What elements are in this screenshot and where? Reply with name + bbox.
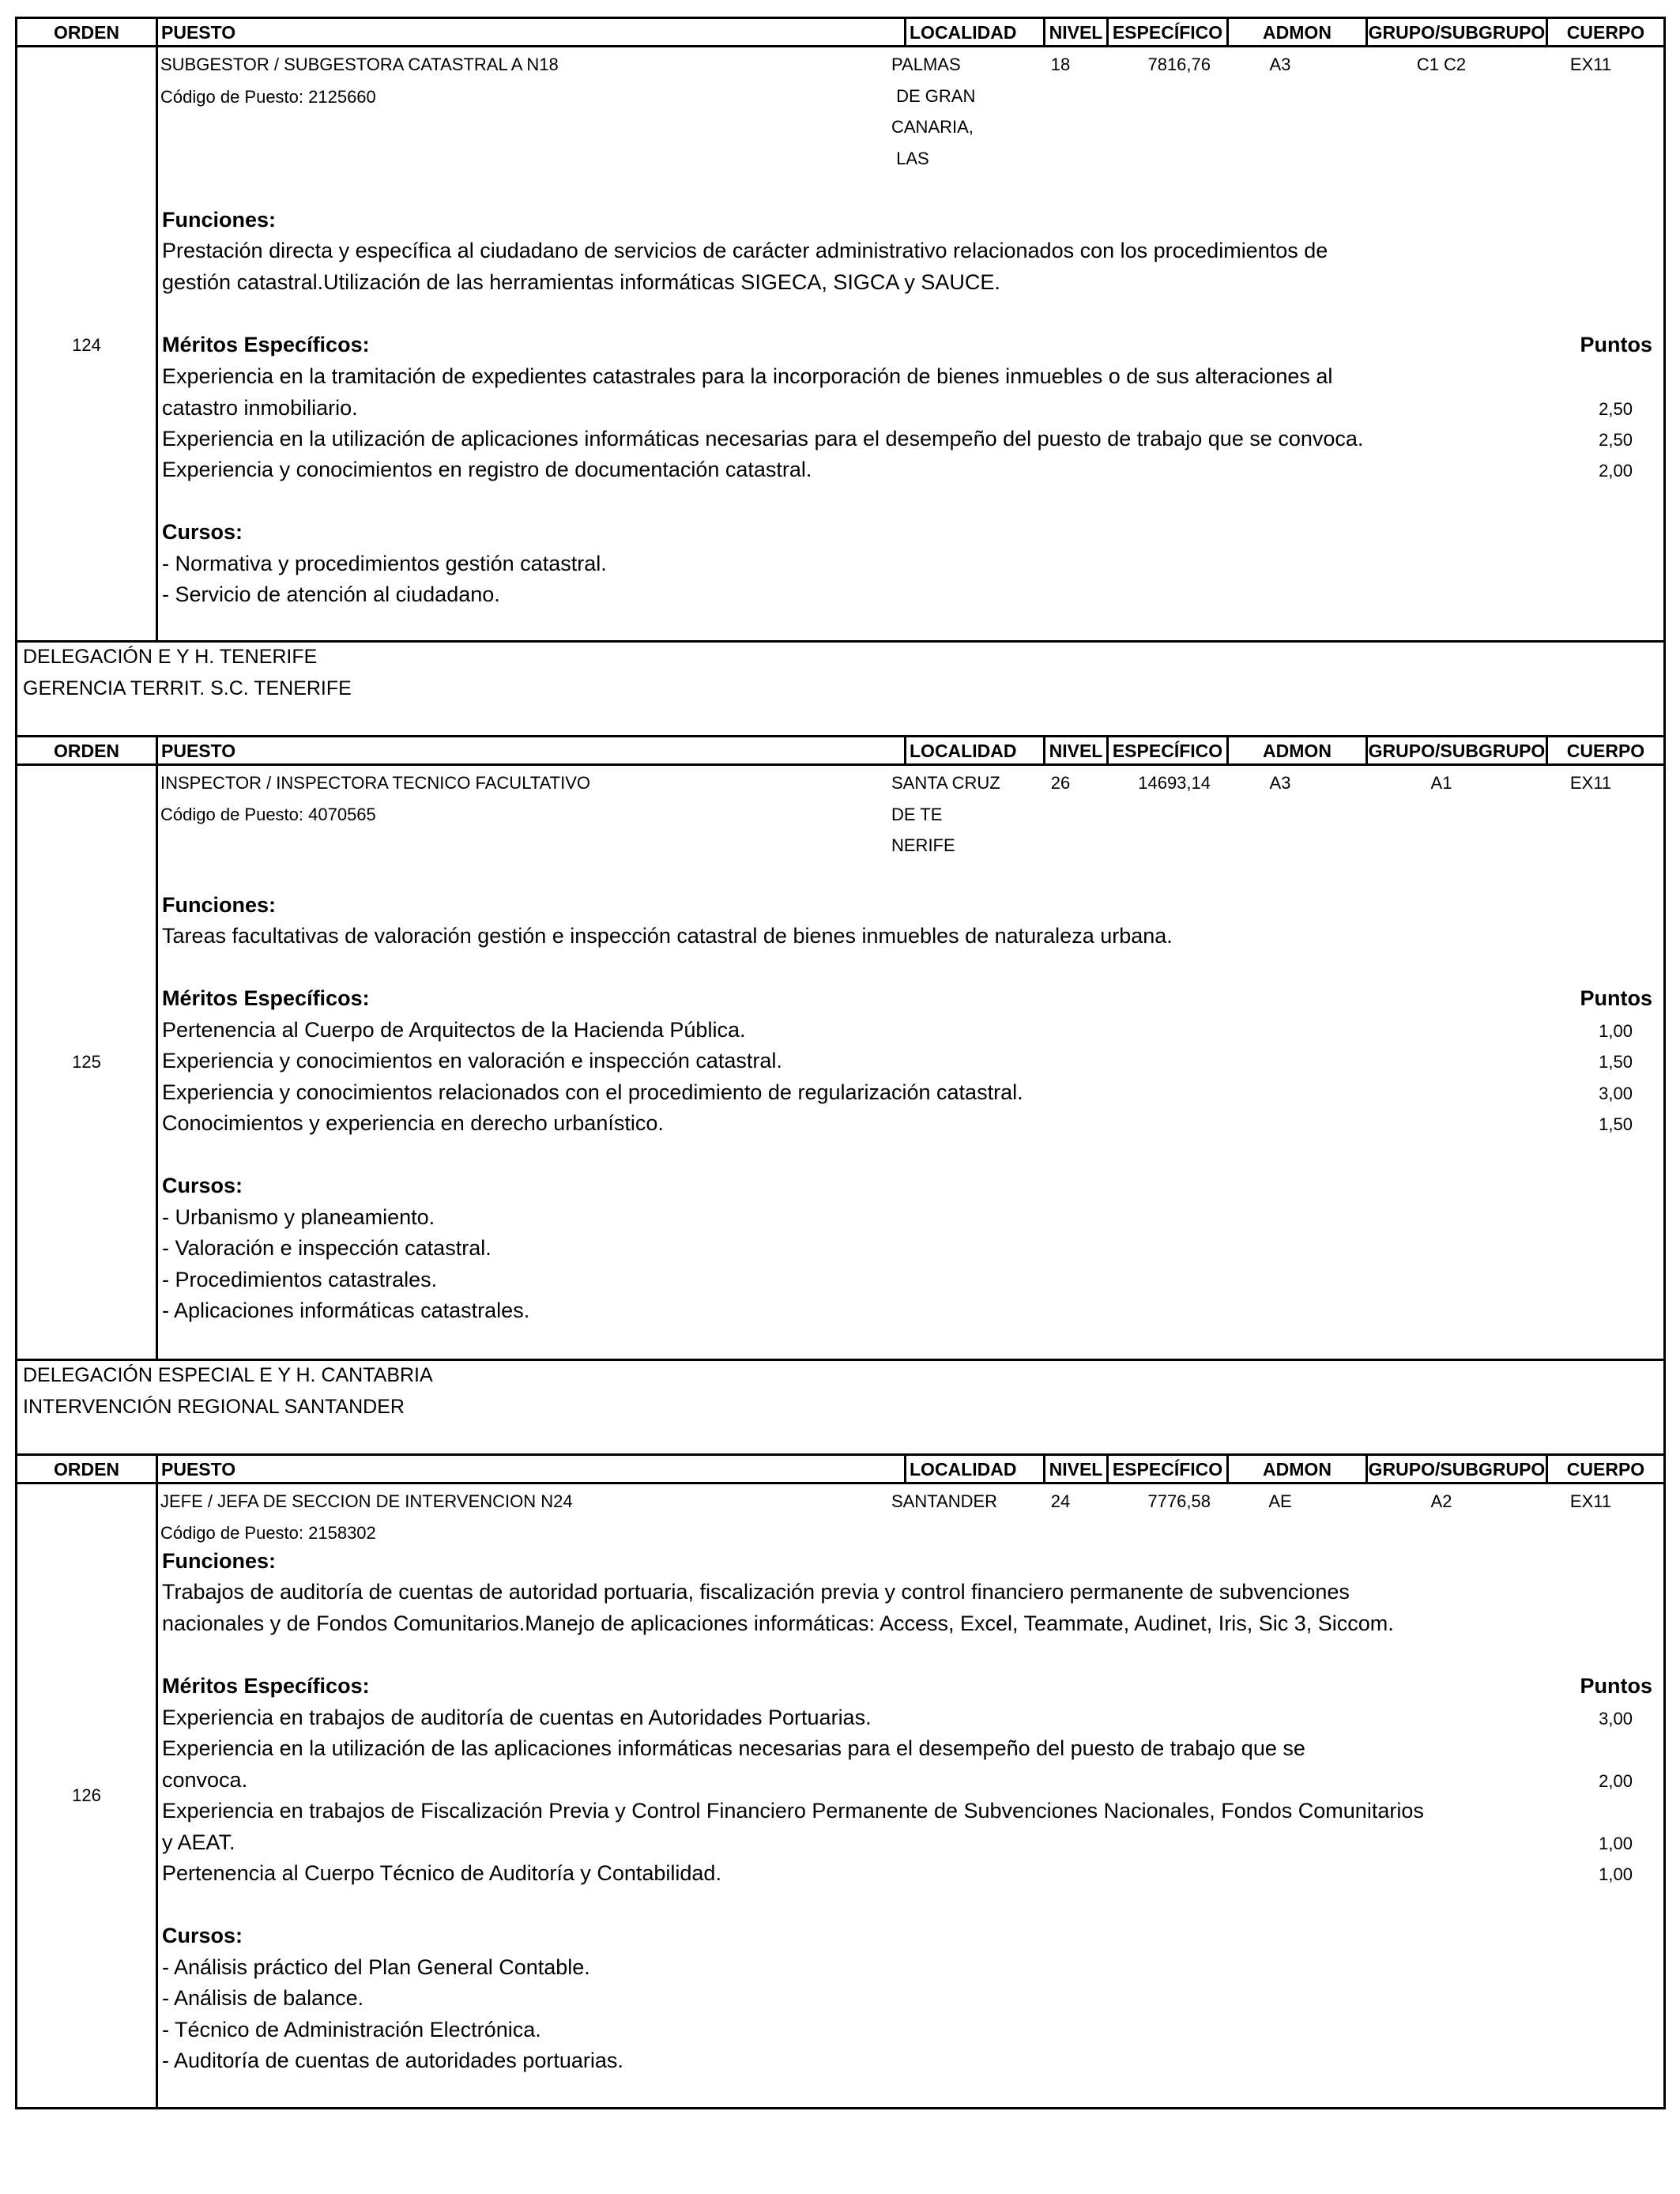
delegacion-label: DELEGACIÓN E Y H. TENERIFE bbox=[23, 646, 318, 668]
header-grupo: GRUPO/SUBGRUPO bbox=[1365, 19, 1546, 45]
merito-puntos: 1,00 bbox=[1599, 1021, 1633, 1041]
merito-line: convoca. bbox=[162, 1768, 248, 1792]
merito-line: Experiencia en la utilización de las aplicaciones informáticas necesarias para el desempeño del puesto de trabajo que se bbox=[162, 1736, 1305, 1760]
department-section bbox=[15, 1361, 1666, 1453]
especifico-value: 7776,58 bbox=[1147, 1491, 1211, 1511]
localidad-line: LAS bbox=[891, 149, 929, 168]
cursos-heading: Cursos: bbox=[162, 520, 243, 544]
header-nivel: NIVEL bbox=[1043, 19, 1106, 45]
header-cuerpo: CUERPO bbox=[1546, 737, 1663, 763]
merito-puntos: 2,00 bbox=[1599, 1771, 1633, 1791]
curso-line: - Urbanismo y planeamiento. bbox=[162, 1205, 435, 1229]
header-localidad: LOCALIDAD bbox=[904, 19, 1043, 45]
cursos-heading: Cursos: bbox=[162, 1174, 243, 1197]
orden-number: 126 bbox=[72, 1785, 101, 1805]
table-header bbox=[15, 17, 1666, 47]
codigo-puesto: Código de Puesto: 2158302 bbox=[160, 1523, 376, 1543]
puntos-heading: Puntos bbox=[1580, 986, 1652, 1010]
curso-line: - Análisis de balance. bbox=[162, 1986, 364, 2010]
curso-line: - Auditoría de cuentas de autoridades portuarias. bbox=[162, 2049, 623, 2072]
meritos-heading: Méritos Específicos: bbox=[162, 986, 370, 1010]
header-especifico: ESPECÍFICO bbox=[1106, 737, 1226, 763]
localidad-line: CANARIA, bbox=[891, 117, 974, 137]
admon-value: A3 bbox=[1269, 773, 1291, 793]
merito-puntos: 3,00 bbox=[1599, 1084, 1633, 1103]
funciones-line: gestión catastral.Utilización de las herramientas informáticas SIGECA, SIGCA y SAUCE. bbox=[162, 270, 1000, 294]
curso-line: - Normativa y procedimientos gestión catastral. bbox=[162, 552, 607, 575]
merito-line: Pertenencia al Cuerpo Técnico de Auditoría y Contabilidad. bbox=[162, 1861, 721, 1885]
funciones-heading: Funciones: bbox=[162, 1549, 277, 1573]
orden-number: 124 bbox=[72, 335, 101, 355]
merito-puntos: 2,50 bbox=[1599, 399, 1633, 419]
merito-line: y AEAT. bbox=[162, 1830, 235, 1854]
header-admon: ADMON bbox=[1226, 737, 1365, 763]
post-block bbox=[15, 766, 1666, 1360]
cuerpo-value: EX11 bbox=[1569, 773, 1612, 793]
orden-number: 125 bbox=[72, 1052, 101, 1072]
especifico-value: 7816,76 bbox=[1147, 55, 1211, 74]
funciones-line: nacionales y de Fondos Comunitarios.Manejo de aplicaciones informáticas: Access, Excel, Teammate, Audinet, Iris, Sic 3, Siccom. bbox=[162, 1612, 1394, 1635]
meritos-heading: Méritos Específicos: bbox=[162, 333, 370, 356]
grupo-value: A1 bbox=[1430, 773, 1452, 793]
curso-line: - Procedimientos catastrales. bbox=[162, 1268, 438, 1291]
codigo-puesto: Código de Puesto: 2125660 bbox=[160, 87, 376, 107]
curso-line: - Análisis práctico del Plan General Contable. bbox=[162, 1955, 590, 1979]
localidad-line: DE TE bbox=[891, 805, 943, 824]
localidad-line: SANTANDER bbox=[891, 1491, 998, 1511]
funciones-heading: Funciones: bbox=[162, 893, 277, 917]
codigo-puesto: Código de Puesto: 4070565 bbox=[160, 805, 376, 824]
admon-value: A3 bbox=[1269, 55, 1291, 74]
cursos-heading: Cursos: bbox=[162, 1924, 243, 1947]
puntos-heading: Puntos bbox=[1580, 333, 1652, 356]
merito-line: Experiencia y conocimientos relacionados con el procedimiento de regularización catastral. bbox=[162, 1080, 1023, 1104]
post-block bbox=[15, 1484, 1666, 2109]
merito-line: Experiencia en trabajos de Fiscalización Previa y Control Financiero Permanente de Subvenciones Nacionales, Fondos Comunitarios bbox=[162, 1799, 1424, 1823]
especifico-value: 14693,14 bbox=[1138, 773, 1211, 793]
header-localidad: LOCALIDAD bbox=[904, 1456, 1043, 1482]
merito-line: Experiencia en trabajos de auditoría de cuentas en Autoridades Portuarias. bbox=[162, 1706, 872, 1729]
puesto-title: SUBGESTOR / SUBGESTORA CATASTRAL A N18 bbox=[160, 55, 559, 74]
header-grupo: GRUPO/SUBGRUPO bbox=[1365, 737, 1546, 763]
puesto-title: JEFE / JEFA DE SECCION DE INTERVENCION N24 bbox=[160, 1491, 573, 1511]
localidad-line: PALMAS bbox=[891, 55, 961, 74]
cuerpo-value: EX11 bbox=[1569, 1491, 1612, 1511]
nivel-value: 18 bbox=[1050, 55, 1071, 74]
funciones-line: Tareas facultativas de valoración gestión e inspección catastral de bienes inmuebles de naturaleza urbana. bbox=[162, 924, 1173, 948]
merito-line: Experiencia y conocimientos en valoración e inspección catastral. bbox=[162, 1049, 782, 1072]
merito-line: Conocimientos y experiencia en derecho urbanístico. bbox=[162, 1111, 664, 1135]
header-cuerpo: CUERPO bbox=[1546, 19, 1663, 45]
funciones-line: Prestación directa y específica al ciudadano de servicios de carácter administrativo relacionados con los procedimientos de bbox=[162, 239, 1328, 262]
header-orden: ORDEN bbox=[53, 1459, 120, 1480]
funciones-heading: Funciones: bbox=[162, 208, 277, 232]
merito-puntos: 1,50 bbox=[1599, 1114, 1633, 1134]
funciones-line: Trabajos de auditoría de cuentas de autoridad portuaria, fiscalización previa y control financiero permanente de subvenciones bbox=[162, 1580, 1350, 1604]
table-header bbox=[15, 1453, 1666, 1484]
merito-puntos: 1,00 bbox=[1599, 1834, 1633, 1853]
cuerpo-value: EX11 bbox=[1569, 55, 1612, 74]
header-admon: ADMON bbox=[1226, 19, 1365, 45]
curso-line: - Aplicaciones informáticas catastrales. bbox=[162, 1299, 530, 1322]
header-nivel: NIVEL bbox=[1043, 1456, 1106, 1482]
admon-value: AE bbox=[1268, 1491, 1292, 1511]
header-puesto: PUESTO bbox=[156, 737, 904, 763]
header-localidad: LOCALIDAD bbox=[904, 737, 1043, 763]
merito-line: Experiencia en la tramitación de expedientes catastrales para la incorporación de bienes inmuebles o de sus alteraciones al bbox=[162, 364, 1333, 388]
localidad-line: NERIFE bbox=[891, 835, 955, 855]
merito-puntos: 2,50 bbox=[1599, 430, 1633, 450]
merito-puntos: 2,00 bbox=[1599, 461, 1633, 481]
merito-line: catastro inmobiliario. bbox=[162, 396, 358, 420]
header-grupo: GRUPO/SUBGRUPO bbox=[1365, 1456, 1546, 1482]
merito-puntos: 1,50 bbox=[1599, 1052, 1633, 1072]
header-puesto: PUESTO bbox=[156, 1456, 904, 1482]
header-especifico: ESPECÍFICO bbox=[1106, 1456, 1226, 1482]
grupo-value: C1 C2 bbox=[1416, 55, 1467, 74]
merito-line: Experiencia en la utilización de aplicaciones informáticas necesarias para el desempeño del puesto de trabajo que se convoca. bbox=[162, 427, 1364, 450]
nivel-value: 26 bbox=[1050, 773, 1071, 793]
header-cuerpo: CUERPO bbox=[1546, 1456, 1663, 1482]
curso-line: - Valoración e inspección catastral. bbox=[162, 1236, 492, 1260]
nivel-value: 24 bbox=[1050, 1491, 1071, 1511]
post-block bbox=[15, 47, 1666, 643]
delegacion-label: DELEGACIÓN ESPECIAL E Y H. CANTABRIA bbox=[23, 1364, 433, 1386]
merito-puntos: 1,00 bbox=[1599, 1864, 1633, 1884]
header-admon: ADMON bbox=[1226, 1456, 1365, 1482]
merito-line: Pertenencia al Cuerpo de Arquitectos de la Hacienda Pública. bbox=[162, 1018, 746, 1042]
merito-puntos: 3,00 bbox=[1599, 1709, 1633, 1728]
grupo-value: A2 bbox=[1430, 1491, 1452, 1511]
curso-line: - Técnico de Administración Electrónica. bbox=[162, 2018, 541, 2041]
header-puesto: PUESTO bbox=[156, 19, 904, 45]
gerencia-label: INTERVENCIÓN REGIONAL SANTANDER bbox=[23, 1396, 405, 1418]
curso-line: - Servicio de atención al ciudadano. bbox=[162, 582, 500, 606]
localidad-line: DE GRAN bbox=[891, 86, 976, 106]
table-header bbox=[15, 735, 1666, 766]
merito-line: Experiencia y conocimientos en registro de documentación catastral. bbox=[162, 458, 812, 481]
gerencia-label: GERENCIA TERRIT. S.C. TENERIFE bbox=[23, 677, 352, 699]
department-section bbox=[15, 643, 1666, 735]
puesto-title: INSPECTOR / INSPECTORA TECNICO FACULTATIVO bbox=[160, 773, 590, 793]
localidad-line: SANTA CRUZ bbox=[891, 773, 1000, 793]
header-orden: ORDEN bbox=[53, 741, 120, 761]
header-orden: ORDEN bbox=[53, 22, 120, 43]
header-especifico: ESPECÍFICO bbox=[1106, 19, 1226, 45]
meritos-heading: Méritos Específicos: bbox=[162, 1674, 370, 1698]
header-nivel: NIVEL bbox=[1043, 737, 1106, 763]
puntos-heading: Puntos bbox=[1580, 1674, 1652, 1698]
